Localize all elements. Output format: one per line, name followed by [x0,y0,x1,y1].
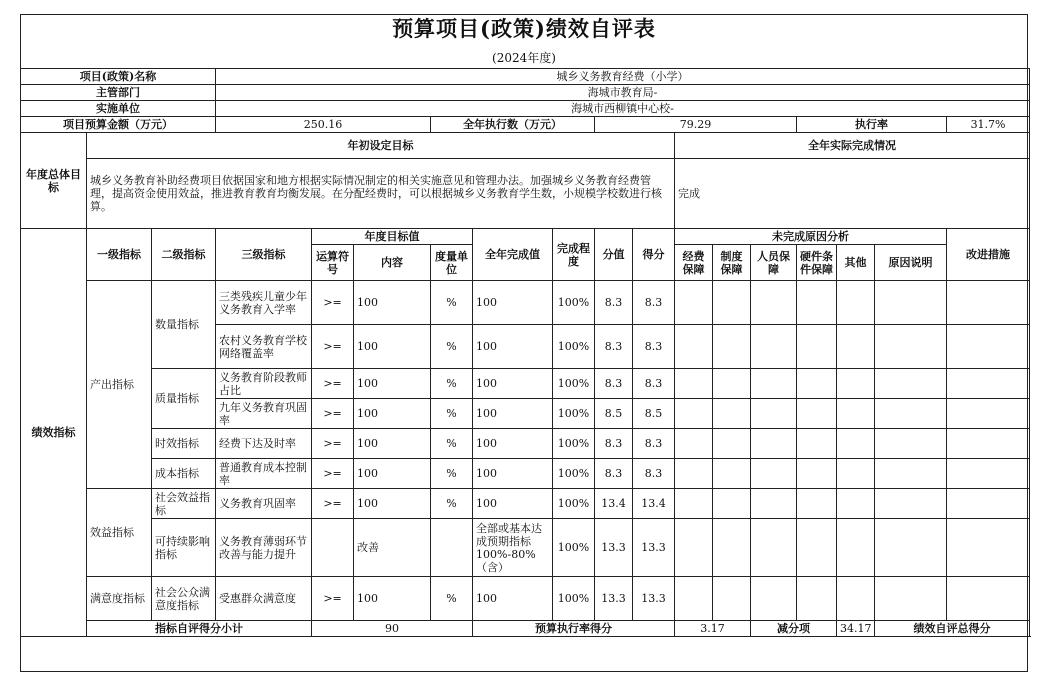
reason-cell [875,489,947,519]
indicator-name: 普通教育成本控制率 [216,459,312,489]
operator: >= [312,281,354,325]
benefit-indicator: 效益指标 [87,489,152,577]
content-header: 内容 [354,245,431,281]
indicator-name: 农村义务教育学校网络覆盖率 [216,325,312,369]
reason-cell [675,519,713,577]
department-value: 海城市教育局- [216,85,1030,101]
deduction-label: 减分项 [751,621,837,637]
reason-cell [875,281,947,325]
reason-cell [675,399,713,429]
improvement-cell [947,429,1030,459]
reason-cell [837,519,875,577]
evaluation-table [20,68,1030,637]
department-label: 主管部门 [21,85,216,101]
project-name-value: 城乡义务教育经费（小学） [216,69,1030,85]
score-weight: 13.3 [595,519,633,577]
improvement-cell [947,519,1030,577]
completion-degree: 100% [553,399,595,429]
score-got: 8.3 [633,459,675,489]
measure-unit: % [431,369,473,399]
operator: >= [312,399,354,429]
completion-degree: 100% [553,577,595,621]
social-benefit-indicator: 社会效益指标 [152,489,216,519]
year-label: (2024年度) [492,51,556,65]
completion-degree: 100% [553,369,595,399]
score-weight: 8.3 [595,281,633,325]
reason-cell [797,429,837,459]
target-content: 100 [354,325,431,369]
reason-cell [797,519,837,577]
improvement-cell [947,369,1030,399]
score-got: 8.5 [633,399,675,429]
operator [312,519,354,577]
operator: >= [312,577,354,621]
improvement-cell [947,281,1030,325]
score-got: 13.4 [633,489,675,519]
reason-cell [751,459,797,489]
target-content: 100 [354,429,431,459]
score-weight: 8.3 [595,429,633,459]
actual-value: 100 [473,281,553,325]
completion-degree: 100% [553,519,595,577]
total-score-label: 绩效自评总得分 [875,621,1030,637]
reason-cell [875,429,947,459]
reason-cell [713,489,751,519]
reason-cell [875,459,947,489]
level1-header: 一级指标 [87,229,152,281]
actual-value: 100 [473,399,553,429]
reason-cell [837,399,875,429]
cost-indicator: 成本指标 [152,459,216,489]
score-weight: 8.3 [595,459,633,489]
completion-degree: 100% [553,325,595,369]
indicator-name: 义务教育巩固率 [216,489,312,519]
improvement-header: 改进措施 [947,229,1030,281]
operator: >= [312,459,354,489]
reason-cell [751,577,797,621]
reason-cell [797,281,837,325]
reason-cell [797,489,837,519]
reason-cell [713,281,751,325]
indicator-name: 义务教育薄弱环节改善与能力提升 [216,519,312,577]
sustainability-indicator: 可持续影响指标 [152,519,216,577]
annual-goal-label: 年度总体目标 [21,133,87,229]
reason-other-header: 其他 [837,245,875,281]
actual-result-header: 全年实际完成情况 [675,133,1030,159]
execution-rate-value: 31.7% [947,117,1030,133]
reason-staff-header: 人员保障 [751,245,797,281]
score-weight-header: 分值 [595,229,633,281]
reason-cell [837,429,875,459]
reason-cell [751,369,797,399]
reason-cell [713,519,751,577]
quality-indicator: 质量指标 [152,369,216,429]
reason-cell [875,369,947,399]
measure-unit [431,519,473,577]
reason-cell [751,519,797,577]
reason-cell [713,399,751,429]
reason-cell [797,399,837,429]
reason-cell [713,325,751,369]
completion-degree: 100% [553,459,595,489]
reason-cell [797,577,837,621]
reason-cell [675,577,713,621]
reason-cell [875,325,947,369]
reason-cell [875,519,947,577]
reason-cell [751,325,797,369]
time-indicator: 时效指标 [152,429,216,459]
score-weight: 8.3 [595,325,633,369]
score-weight: 13.3 [595,577,633,621]
unit-label: 实施单位 [21,101,216,117]
target-content: 100 [354,577,431,621]
indicator-name: 受惠群众满意度 [216,577,312,621]
indicator-name: 义务教育阶段教师占比 [216,369,312,399]
reason-cell [797,369,837,399]
satisfaction-indicator: 满意度指标 [87,577,152,621]
public-satisfaction-indicator: 社会公众满意度指标 [152,577,216,621]
measure-unit: % [431,281,473,325]
quantity-indicator: 数量指标 [152,281,216,369]
reason-cell [875,577,947,621]
reason-cell [713,459,751,489]
target-content: 100 [354,369,431,399]
reason-hardware-header: 硬件条件保障 [797,245,837,281]
score-weight: 8.5 [595,399,633,429]
subtotal-label: 指标自评得分小计 [87,621,312,637]
execution-rate-label: 执行率 [797,117,947,133]
indicator-name: 三类残疾儿童少年义务教育入学率 [216,281,312,325]
project-name-label: 项目(政策)名称 [21,69,216,85]
actual-value: 100 [473,459,553,489]
target-content: 改善 [354,519,431,577]
level2-header: 二级指标 [152,229,216,281]
reason-cell [675,429,713,459]
measure-unit-header: 度量单位 [431,245,473,281]
reason-cell [713,369,751,399]
target-content: 100 [354,489,431,519]
measure-unit: % [431,489,473,519]
reason-cell [837,325,875,369]
reason-cell [713,429,751,459]
actual-value: 100 [473,489,553,519]
reason-cell [675,459,713,489]
budget-score-label: 预算执行率得分 [473,621,675,637]
reason-cell [751,429,797,459]
operator: >= [312,489,354,519]
reason-cell [837,281,875,325]
score-got: 8.3 [633,429,675,459]
reason-cell [751,489,797,519]
reason-analysis-header: 未完成原因分析 [675,229,947,245]
reason-cell [875,399,947,429]
score-weight: 8.3 [595,369,633,399]
reason-cell [751,399,797,429]
measure-unit: % [431,399,473,429]
actual-result-text: 完成 [675,159,1030,229]
score-got: 8.3 [633,325,675,369]
operator: >= [312,369,354,399]
actual-value: 100 [473,325,553,369]
improvement-cell [947,489,1030,519]
reason-cell [837,369,875,399]
reason-cell [751,281,797,325]
score-got: 13.3 [633,577,675,621]
reason-cell [837,459,875,489]
reason-cell [713,577,751,621]
improvement-cell [947,577,1030,621]
target-content: 100 [354,281,431,325]
improvement-cell [947,459,1030,489]
budget-score-value: 3.17 [675,621,751,637]
performance-indicators-label: 绩效指标 [21,229,87,637]
completion-degree: 100% [553,489,595,519]
reason-cell [797,459,837,489]
initial-goal-text: 城乡义务教育补助经费项目依据国家和地方根据实际情况制定的相关实施意见和管理办法。加强城乡义务教育经费管理，提高资金使用效益，推进教育教育均衡发展。在分配经费时，可以根据城乡义务教育学生数，小规模学校数进行核算。 [87,159,675,229]
reason-funding-header: 经费保障 [675,245,713,281]
reason-cell [675,369,713,399]
indicator-name: 经费下达及时率 [216,429,312,459]
reason-note-header: 原因说明 [875,245,947,281]
page-title: 预算项目(政策)绩效自评表 [392,16,656,41]
score-got: 13.3 [633,519,675,577]
subtotal-value: 90 [312,621,473,637]
operator: >= [312,429,354,459]
evaluation-form [20,14,1028,637]
initial-goal-header: 年初设定目标 [87,133,675,159]
reason-cell [675,325,713,369]
reason-cell [675,281,713,325]
measure-unit: % [431,429,473,459]
actual-value: 全部或基本达成预期指标100%-80%（含） [473,519,553,577]
reason-cell [837,489,875,519]
improvement-cell [947,325,1030,369]
completion-degree: 100% [553,281,595,325]
unit-value: 海城市西柳镇中心校- [216,101,1030,117]
budget-amount-value: 250.16 [216,117,431,133]
target-content: 100 [354,459,431,489]
indicator-name: 九年义务教育巩固率 [216,399,312,429]
reason-cell [797,325,837,369]
actual-value: 100 [473,369,553,399]
operator-header: 运算符号 [312,245,354,281]
reason-system-header: 制度保障 [713,245,751,281]
target-content: 100 [354,399,431,429]
score-got-header: 得分 [633,229,675,281]
reason-cell [837,577,875,621]
deduction-value: 34.17 [837,621,875,637]
measure-unit: % [431,325,473,369]
output-indicator: 产出指标 [87,281,152,489]
target-value-header: 年度目标值 [312,229,473,245]
score-got: 8.3 [633,281,675,325]
actual-value-header: 全年完成值 [473,229,553,281]
actual-value: 100 [473,429,553,459]
score-weight: 13.4 [595,489,633,519]
actual-value: 100 [473,577,553,621]
reason-cell [675,489,713,519]
execution-amount-label: 全年执行数（万元） [431,117,595,133]
measure-unit: % [431,459,473,489]
budget-amount-label: 项目预算金额（万元） [21,117,216,133]
measure-unit: % [431,577,473,621]
completion-degree: 100% [553,429,595,459]
score-got: 8.3 [633,369,675,399]
operator: >= [312,325,354,369]
completion-degree-header: 完成程度 [553,229,595,281]
improvement-cell [947,399,1030,429]
level3-header: 三级指标 [216,229,312,281]
execution-amount-value: 79.29 [595,117,797,133]
